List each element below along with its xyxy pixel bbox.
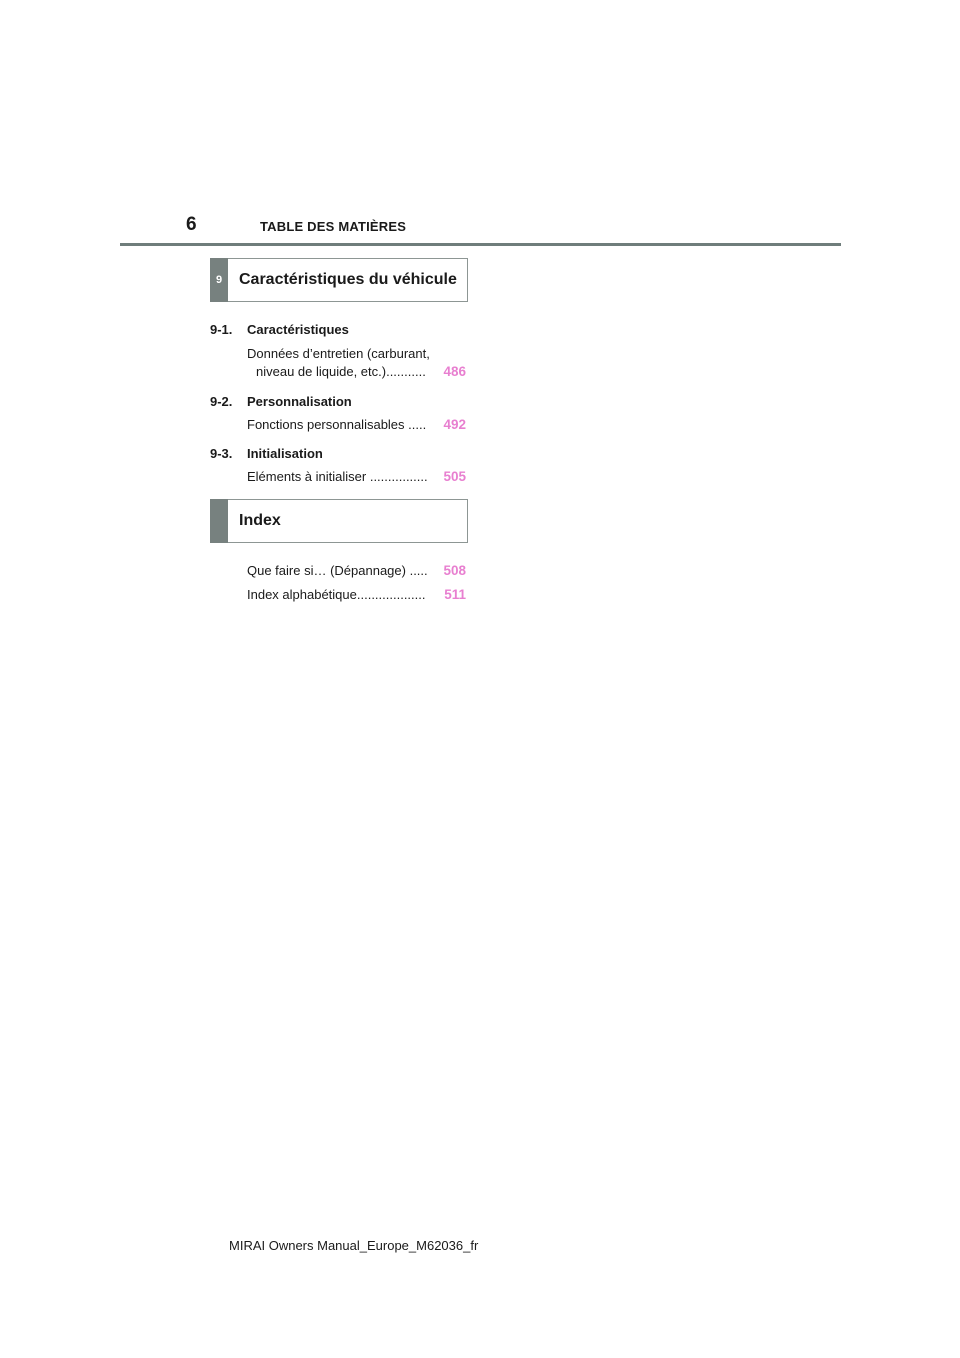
toc-page-link[interactable]: 508: [443, 563, 466, 578]
toc-page-link[interactable]: 486: [443, 364, 466, 379]
toc-page-link[interactable]: 492: [443, 417, 466, 432]
chapter-heading: [210, 322, 349, 337]
chapter-title: Caractéristiques: [247, 322, 349, 337]
chapter-number: 9-1.: [210, 322, 233, 337]
chapter-title: Personnalisation: [247, 394, 352, 409]
chapter-heading: [210, 394, 352, 409]
toc-entry-label: Que faire si… (Dépannage) .....: [247, 563, 428, 578]
section-tab: 9: [210, 258, 228, 302]
toc-entry[interactable]: [247, 587, 466, 605]
toc-entry-label: Eléments à initialiser ................: [247, 469, 428, 484]
running-title: TABLE DES MATIÈRES: [260, 219, 407, 234]
page-number: 6: [186, 214, 197, 235]
section-title: Caractéristiques du véhicule: [239, 271, 457, 288]
section-tab: [210, 499, 228, 543]
toc-entry[interactable]: [247, 563, 466, 581]
toc-entry-label: Données d’entretien (carburant,: [247, 346, 430, 361]
section-heading-box: [210, 499, 468, 543]
header-rule: [120, 243, 841, 246]
toc-entry-label: Fonctions personnalisables .....: [247, 417, 427, 432]
toc-entry[interactable]: [247, 417, 466, 435]
toc-entry[interactable]: [247, 346, 466, 382]
toc-page-link[interactable]: 505: [443, 469, 466, 484]
toc-entry-label: Index alphabétique...................: [247, 587, 426, 602]
toc-entry-label-cont: niveau de liquide, etc.)...........: [256, 364, 426, 379]
toc-entry[interactable]: [247, 469, 466, 487]
section-title: Index: [239, 512, 281, 529]
footer-document-id: MIRAI Owners Manual_Europe_M62036_fr: [229, 1238, 479, 1253]
chapter-heading: [210, 446, 323, 461]
chapter-title: Initialisation: [247, 446, 323, 461]
section-heading-box: [210, 258, 468, 302]
chapter-number: 9-3.: [210, 446, 233, 461]
chapter-number: 9-2.: [210, 394, 233, 409]
toc-page-link[interactable]: 511: [444, 587, 466, 602]
